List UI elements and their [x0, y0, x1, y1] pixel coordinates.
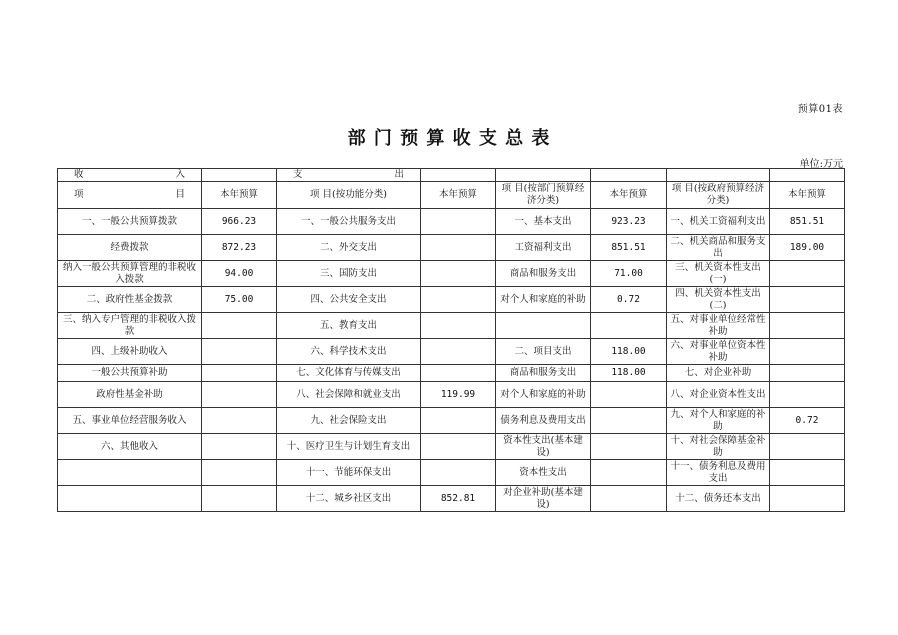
gov-item-cell: 九、对个人和家庭的补助 [667, 408, 770, 434]
table-row [58, 486, 845, 512]
dept-budget-cell: 118.00 [591, 339, 667, 365]
income-budget-cell [202, 365, 277, 382]
func-budget-cell [421, 408, 496, 434]
dept-budget-cell: 118.00 [591, 365, 667, 382]
gov-budget-cell [770, 287, 845, 313]
income-budget-cell: 966.23 [202, 209, 277, 235]
income-item-cell [58, 460, 202, 486]
func-budget-cell [421, 235, 496, 261]
dept-item-cell: 商品和服务支出 [496, 261, 591, 287]
gov-item-cell: 八、对企业资本性支出 [667, 382, 770, 408]
dept-item-cell [496, 313, 591, 339]
income-item-cell [58, 486, 202, 512]
table-row [58, 365, 845, 382]
gov-item-header: 项 目(按政府预算经济分类) [667, 182, 770, 209]
income-item-cell: 六、其他收入 [58, 434, 202, 460]
gov-budget-cell [770, 313, 845, 339]
dept-item-cell: 对个人和家庭的补助 [496, 287, 591, 313]
func-item-cell: 十一、节能环保支出 [277, 460, 421, 486]
income-budget-cell [202, 486, 277, 512]
dept-item-cell: 商品和服务支出 [496, 365, 591, 382]
gov-budget-cell [770, 434, 845, 460]
gov-budget-cell [770, 486, 845, 512]
func-item-cell: 二、外交支出 [277, 235, 421, 261]
func-item-cell: 六、科学技术支出 [277, 339, 421, 365]
income-budget-cell: 94.00 [202, 261, 277, 287]
func-budget-cell [421, 365, 496, 382]
income-item-header: 项 目 [58, 182, 202, 209]
func-item-cell: 三、国防支出 [277, 261, 421, 287]
table-row [58, 408, 845, 434]
income-item-cell: 政府性基金补助 [58, 382, 202, 408]
gov-item-cell: 三、机关资本性支出(一) [667, 261, 770, 287]
income-budget-cell [202, 460, 277, 486]
income-group-header: 收 入 [58, 169, 202, 182]
gov-budget-cell [770, 339, 845, 365]
gov-item-cell: 十二、债务还本支出 [667, 486, 770, 512]
dept-budget-cell [591, 313, 667, 339]
func-budget-cell [421, 261, 496, 287]
dept-budget-cell: 851.51 [591, 235, 667, 261]
dept-item-header: 项 目(按部门预算经济分类) [496, 182, 591, 209]
dept-budget-cell [591, 486, 667, 512]
gov-budget-cell: 0.72 [770, 408, 845, 434]
income-item-cell: 二、政府性基金拨款 [58, 287, 202, 313]
func-item-cell: 十、医疗卫生与计划生育支出 [277, 434, 421, 460]
budget-table [57, 168, 845, 512]
func-budget-cell [421, 287, 496, 313]
gov-item-cell: 十一、债务利息及费用支出 [667, 460, 770, 486]
func-budget-cell [421, 313, 496, 339]
func-budget-cell: 852.81 [421, 486, 496, 512]
income-budget-cell: 75.00 [202, 287, 277, 313]
income-item-cell: 经费拨款 [58, 235, 202, 261]
income-item-cell: 一般公共预算补助 [58, 365, 202, 382]
dept-item-cell: 对企业补助(基本建设) [496, 486, 591, 512]
func-item-cell: 四、公共安全支出 [277, 287, 421, 313]
dept-budget-cell [591, 382, 667, 408]
dept-budget-header: 本年预算 [591, 182, 667, 209]
func-item-cell: 一、一般公共服务支出 [277, 209, 421, 235]
func-budget-cell: 119.99 [421, 382, 496, 408]
income-budget-cell [202, 434, 277, 460]
table-row [58, 313, 845, 339]
income-budget-cell [202, 339, 277, 365]
dept-item-cell: 资本性支出(基本建设) [496, 434, 591, 460]
dept-item-cell: 资本性支出 [496, 460, 591, 486]
income-budget-cell [202, 382, 277, 408]
expense-group-header: 支 出 [277, 169, 421, 182]
func-item-cell: 九、社会保险支出 [277, 408, 421, 434]
gov-item-cell: 七、对企业补助 [667, 365, 770, 382]
table-row [58, 235, 845, 261]
gov-budget-cell [770, 365, 845, 382]
form-code: 预算01表 [797, 104, 843, 115]
table-row [58, 339, 845, 365]
page-title: 部 门 预 算 收 支 总 表 [347, 128, 551, 149]
func-item-cell: 八、社会保障和就业支出 [277, 382, 421, 408]
func-item-header: 项 目(按功能分类) [277, 182, 421, 209]
func-budget-cell [421, 460, 496, 486]
func-budget-cell [421, 339, 496, 365]
table-row [58, 261, 845, 287]
gov-item-cell: 十、对社会保障基金补助 [667, 434, 770, 460]
income-item-cell: 纳入一般公共预算管理的非税收入拨款 [58, 261, 202, 287]
dept-budget-cell [591, 460, 667, 486]
gov-budget-cell [770, 460, 845, 486]
func-item-cell: 七、文化体育与传媒支出 [277, 365, 421, 382]
dept-item-cell: 工资福利支出 [496, 235, 591, 261]
gov-item-cell: 五、对事业单位经常性补助 [667, 313, 770, 339]
income-item-cell: 三、纳入专户管理的非税收入拨款 [58, 313, 202, 339]
unit-label: 单位:万元 [799, 159, 843, 170]
dept-budget-cell: 923.23 [591, 209, 667, 235]
income-budget-cell: 872.23 [202, 235, 277, 261]
top-header-row [58, 169, 845, 182]
gov-budget-cell [770, 382, 845, 408]
gov-budget-header: 本年预算 [770, 182, 845, 209]
income-budget-cell [202, 408, 277, 434]
table-row [58, 287, 845, 313]
dept-item-cell: 债务利息及费用支出 [496, 408, 591, 434]
func-budget-cell [421, 209, 496, 235]
income-budget-cell [202, 313, 277, 339]
func-budget-cell [421, 434, 496, 460]
dept-budget-cell: 71.00 [591, 261, 667, 287]
gov-item-cell: 六、对事业单位资本性补助 [667, 339, 770, 365]
gov-budget-cell: 851.51 [770, 209, 845, 235]
func-budget-header: 本年预算 [421, 182, 496, 209]
column-header-row [58, 182, 845, 209]
dept-budget-cell [591, 434, 667, 460]
table-row [58, 434, 845, 460]
gov-budget-cell: 189.00 [770, 235, 845, 261]
dept-budget-cell: 0.72 [591, 287, 667, 313]
gov-item-cell: 四、机关资本性支出(二) [667, 287, 770, 313]
gov-item-cell: 一、机关工资福利支出 [667, 209, 770, 235]
dept-item-cell: 二、项目支出 [496, 339, 591, 365]
gov-budget-cell [770, 261, 845, 287]
dept-item-cell: 对个人和家庭的补助 [496, 382, 591, 408]
table-row [58, 382, 845, 408]
gov-item-cell: 二、机关商品和服务支出 [667, 235, 770, 261]
table-row [58, 209, 845, 235]
func-item-cell: 十二、城乡社区支出 [277, 486, 421, 512]
dept-budget-cell [591, 408, 667, 434]
func-item-cell: 五、教育支出 [277, 313, 421, 339]
income-item-cell: 一、一般公共预算拨款 [58, 209, 202, 235]
dept-item-cell: 一、基本支出 [496, 209, 591, 235]
table-row [58, 460, 845, 486]
income-item-cell: 五、事业单位经营服务收入 [58, 408, 202, 434]
income-item-cell: 四、上级补助收入 [58, 339, 202, 365]
income-budget-header: 本年预算 [202, 182, 277, 209]
